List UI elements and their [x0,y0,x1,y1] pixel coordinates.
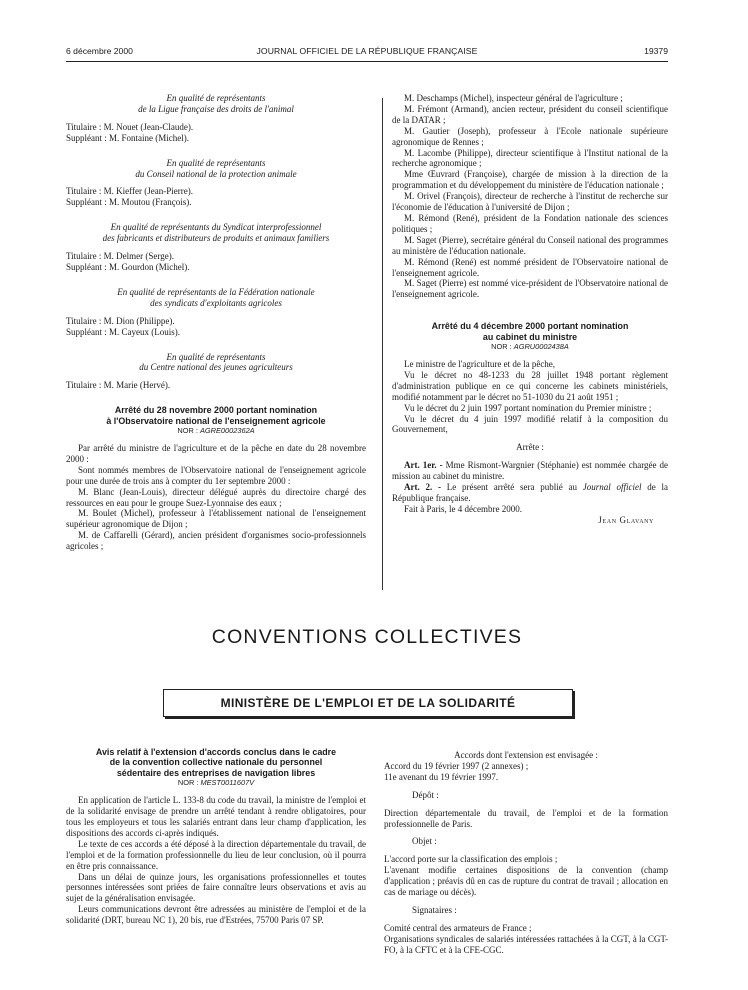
paragraph: M. Deschamps (Michel), inspecteur général de l'agriculture ; [404,93,623,103]
paragraph: M. Orivel (François), directeur de recherche à l'institut de recherche sur l'économie de l'éducation à l'université de Dijon ; [392,191,668,213]
paragraph: Sont nommés membres de l'Observatoire national de l'enseignement agricole pour une durée de trois ans à compter du 1er septembre 2000 : [66,464,366,486]
article-2: Art. 2. - Le présent arrêté sera publié au Journal officiel de la République française. [392,482,668,503]
paragraph: M. Lacombe (Philippe), directeur scientifique à l'Institut national de la recherche agronomique ; [392,147,668,169]
qualite-line: En qualité de représentants de la Fédération nationale [117,286,315,297]
qualite-line: du Centre national des jeunes agriculteurs [139,362,293,373]
paragraph: Dans un délai de quinze jours, les organisations professionnelles et toutes personnes intéressées sont priées de faire connaître leurs observations et avis au sujet de la généralisation envisagée. [66,871,366,904]
paragraph: Mme Œuvrard (Françoise), chargée de mission à la direction de la programmation et du développement du ministère de l'éducation nationale ; [392,169,668,191]
depot-text: Direction départementale du travail, de l'emploi et de la formation professionnelle de Paris. [384,807,668,829]
fait-a-paris: Fait à Paris, le 4 décembre 2000. [404,503,522,514]
header-page-number: 19379 [644,46,668,56]
paragraph: Leurs communications devront être adressées au ministère de l'emploi et de la solidarité (DRT, bureau NC 1), 20 bis, rue d'Estrées, 75700 Paris 07 SP. [66,904,366,926]
arrete-title: Arrêté du 28 novembre 2000 portant nomination [114,405,318,416]
right-bottom-column [384,750,668,956]
paragraph: M. Saget (Pierre) est nommé vice-président de l'Observatoire national de l'enseignement agricole. [392,278,668,300]
article-1-label: Art. 1er. - [404,460,443,471]
member-group [66,222,366,273]
member-group [66,287,366,338]
paragraph: M. Blanc (Jean-Louis), directeur délégué auprès du directoire chargé des ressources en eau pour le groupe Suez-Lyonnaise des eaux ; [66,486,366,508]
nor-reference: NOR : AGRU0002438A [491,342,569,352]
ministry-title: MINISTÈRE DE L'EMPLOI ET DE LA SOLIDARITÉ [220,696,516,710]
qualite-line: des syndicats d'exploitants agricoles [150,297,282,308]
signataire: Organisations syndicales de salariés intéressées rattachées à la CGT, à la CGT-FO, à la CFTC et à la CFE-CGC. [384,933,668,955]
nor-code: AGRU0002438A [513,342,569,352]
visa: Vu le décret du 2 juin 1997 portant nomination du Premier ministre ; [404,402,652,413]
arrete-title: au cabinet du ministre [482,331,578,342]
visa: Vu le décret no 48-1233 du 28 juillet 1948 portant règlement d'administration publique en ce qui concerne les cabinets ministériels, modifié notamment par le décret no 51-1030 du 21 août 1951 ; [392,369,668,402]
left-bottom-column [66,747,366,926]
paragraph: M. de Caffarelli (Gérard), ancien président d'organismes socio-professionnels agricoles ; [66,530,366,552]
titulaire: Titulaire : M. Kieffer (Jean-Pierre). [66,186,193,197]
paragraph: M. Rémond (René), président de la Fondation nationale des sciences politiques ; [392,212,668,234]
objet-text: L'avenant modifie certaines dispositions de la convention (champ d'application ; préavis dû en cas de rupture du contrat de travail ; allocation en cas de mariage ou décès). [384,865,668,898]
member-group [66,158,366,209]
visa: Vu le décret du 4 juin 1997 modifié relatif à la composition du Gouvernement, [392,413,668,435]
header-date: 6 décembre 2000 [66,46,133,56]
arrete-title: à l'Observatoire national de l'enseignement agricole [106,415,326,426]
article-2-label: Art. 2. - [404,482,441,493]
page-header [66,46,668,60]
arrete-title: Arrêté du 4 décembre 2000 portant nomination [431,321,629,332]
qualite-line: En qualité de représentants [166,93,266,103]
suppleant: Suppléant : M. Moutou (François). [66,197,192,208]
qualite-line: En qualité de représentants [166,351,266,362]
right-top-column [392,93,668,526]
section-heading: CONVENTIONS COLLECTIVES [211,626,523,648]
accord-item: 11e avenant du 19 février 1997. [384,771,499,782]
paragraph: M. Frémont (Armand), ancien recteur, président du conseil scientifique de la DATAR ; [392,103,668,125]
titulaire: Titulaire : M. Marie (Hervé). [66,380,171,391]
paragraph: M. Rémond (René) est nommé président de l'Observatoire national de l'enseignement agricole. [392,256,668,278]
nor-code: MEST0011607V [200,778,255,788]
objet-text: L'accord porte sur la classification des emplois ; [384,854,558,865]
paragraph: M. Saget (Pierre), secrétaire général du Conseil national des programmes au ministère de l'éducation nationale. [392,234,668,256]
signataire: Comité central des armateurs de France ; [384,922,532,933]
qualite-line: de la Ligue française des droits de l'animal [138,103,294,114]
header-title: JOURNAL OFFICIEL DE LA RÉPUBLIQUE FRANÇAISE [256,46,478,56]
avis-title: Avis relatif à l'extension d'accords conclus dans le cadre [95,747,337,757]
suppleant: Suppléant : M. Gourdon (Michel). [66,261,190,272]
paragraph: En application de l'article L. 133-8 du code du travail, la ministre de l'emploi et de la solidarité envisage de prendre un arrêté tendant à rendre obligatoires, pour tous les employeurs et tous les salariés entrant dans leur champ d'application, les dispositions des accords ci-après indiqués. [66,795,366,838]
header-rule [66,61,668,62]
paragraph: Par arrêté du ministre de l'agriculture et de la pêche en date du 28 novembre 2000 : [66,443,366,464]
visa: Le ministre de l'agriculture et de la pêche, [404,359,556,370]
suppleant: Suppléant : M. Fontaine (Michel). [66,132,189,143]
qualite-line: En qualité de représentants [166,157,266,168]
titulaire: Titulaire : M. Delmer (Serge). [66,251,174,262]
suppleant: Suppléant : M. Cayeux (Louis). [66,326,180,337]
depot-label: Dépôt : [412,789,439,800]
accords-label: Accords dont l'extension est envisagée : [454,750,598,760]
column-divider [382,98,383,590]
avis-title: de la convention collective nationale du personnel [109,757,323,768]
article-1 [392,460,668,482]
arrete-word: Arrête : [516,442,544,453]
member-group [66,352,366,392]
ministry-box [163,689,573,717]
signataires-label: Signataires : [412,904,457,915]
paragraph: M. Gautier (Joseph), professeur à l'Ecole nationale supérieure agronomique de Rennes ; [392,125,668,147]
member-group [66,93,366,144]
titulaire: Titulaire : M. Nouet (Jean-Claude). [66,121,194,132]
titulaire: Titulaire : M. Dion (Philippe). [66,315,175,326]
article-1-text: Mme Rismont-Wargnier (Stéphanie) est nommée chargée de mission au cabinet du ministre. [392,460,669,482]
accord-item: Accord du 19 février 1997 (2 annexes) ; [384,760,529,771]
left-top-column [66,93,366,552]
nor-reference: NOR : AGRE0002362A [177,426,255,436]
journal-officiel: Journal officiel [582,482,642,493]
nor-code: AGRE0002362A [199,426,255,436]
nor-reference: NOR : MEST0011607V [177,778,255,788]
avis-title: sédentaire des entreprises de navigation libres [116,767,316,778]
paragraph: Le texte de ces accords a été déposé à la direction départementale du travail, de l'emploi et de la formation professionnelle du lieu de leur conclusion, où il pourra en être pris connaissance. [66,838,366,871]
objet-label: Objet : [412,836,437,847]
qualite-line: des fabricants et distributeurs de produits et animaux familiers [102,233,330,244]
paragraph: M. Boulet (Michel), professeur à l'établissement national de l'enseignement supérieur agronomique de Dijon ; [66,508,366,530]
qualite-line: En qualité de représentants du Syndicat interprofessionnel [110,222,322,233]
qualite-line: du Conseil national de la protection animale [135,168,297,179]
signature: Jean Glavany [598,514,654,525]
